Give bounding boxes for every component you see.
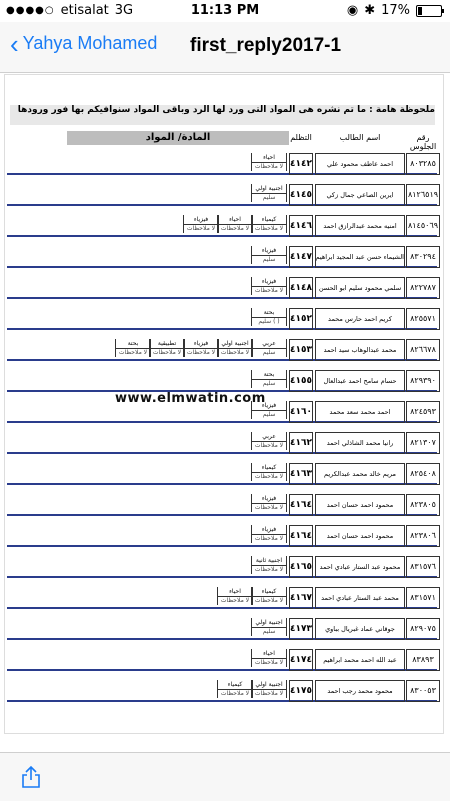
seat-number: ٨٢٣٨٠٦ [406, 525, 440, 547]
seat-number: ٨٢٦٦٧٨ [406, 339, 440, 361]
student-name: محمود احمد حسان احمد [315, 525, 405, 547]
subject-cell [251, 649, 287, 667]
status-bar [0, 0, 450, 22]
student-name: كريم احمد حارس محمد [315, 308, 405, 330]
subject-name: فيزياء [252, 277, 286, 287]
subject-cell [251, 587, 287, 605]
subject-name: بحتة [252, 308, 286, 318]
complaint-number: ٤١٧٣ [289, 618, 313, 640]
header-seat: رقم الجلوس [409, 133, 437, 151]
back-button[interactable] [10, 28, 158, 59]
seat-number: ٨٢٣٨٠٥ [406, 494, 440, 516]
subject-note: سليم [262, 411, 276, 418]
document-view[interactable] [4, 74, 444, 734]
subject-note: لا ملاحظات [254, 504, 284, 511]
subject-name: فيزياء [252, 246, 286, 256]
student-name: حسام سامح احمد عبدالعال [315, 370, 405, 392]
complaint-number: ٤١٤٥ [289, 184, 313, 206]
subject-cell [251, 246, 287, 264]
subject-name: اجنبية اولي [252, 184, 286, 194]
seat-number: ٨٠٣٢٨٥ [406, 153, 440, 175]
seat-number: ٨٢٩٣٩٠ [406, 370, 440, 392]
seat-number: ٨٢١٣٠٧ [406, 432, 440, 454]
watermark: www.elmwatin.com [115, 391, 266, 406]
subject-cell [251, 556, 287, 574]
subject-cell [251, 432, 287, 450]
subject-name: فيزياء [252, 401, 286, 411]
battery-label: 17% [381, 3, 410, 18]
subject-name: فيزياء [252, 494, 286, 504]
subject-note: لا ملاحظات [118, 349, 148, 356]
seat-number: ٨٢٤٥٩٣ [406, 401, 440, 423]
subject-cell [251, 463, 287, 481]
seat-number: ٨٢٥٤٠٨ [406, 463, 440, 485]
complaint-number: ٤١٥٣ [289, 339, 313, 361]
student-name: محمود احمد حسان احمد [315, 494, 405, 516]
student-name: مريم خالد محمد عبدالكريم [315, 463, 405, 485]
subject-note: سليم [262, 256, 276, 263]
bluetooth-icon: ✱ [364, 3, 376, 18]
seat-number: ٨٣١٥٧١ [406, 587, 440, 609]
subject-cell [217, 339, 253, 357]
navigation-bar [0, 22, 450, 73]
complaint-number: ٤١٥٥ [289, 370, 313, 392]
subject-name: بحتة [252, 370, 286, 380]
subject-cell [251, 277, 287, 295]
subject-cell [251, 494, 287, 512]
chevron-left-icon: ‹ [10, 28, 19, 59]
seat-number: ٨١٤٥٠٦٩ [406, 215, 440, 237]
subject-cell [251, 680, 287, 698]
subject-cell [251, 215, 287, 233]
notice-text: ملحوظة هامة : ما تم نشره هى المواد التى ورد لها الرد وباقى المواد سنوافيكم بها فور ورودها [10, 105, 435, 125]
subject-note: لا ملاحظات [254, 473, 284, 480]
subject-name: فيزياء [184, 339, 218, 349]
student-name: الشيماء حسن عبد المجيد ابراهيم [315, 246, 405, 268]
subject-cell [251, 153, 287, 171]
subject-cell [115, 339, 151, 357]
subject-note: لا ملاحظات [220, 225, 250, 232]
complaint-number: ٤١٥٢ [289, 308, 313, 330]
complaint-number: ٤١٦٧ [289, 587, 313, 609]
subject-note: سليم ( ) [258, 318, 280, 325]
subject-cell [251, 370, 287, 388]
student-name: محمود محمد رجب احمد [315, 680, 405, 702]
complaint-number: ٤١٦٠ [289, 401, 313, 423]
subject-name: احياء [218, 215, 252, 225]
complaint-number: ٤١٤٨ [289, 277, 313, 299]
subject-note: لا ملاحظات [186, 225, 216, 232]
complaint-number: ٤١٤٧ [289, 246, 313, 268]
subject-cell [251, 618, 287, 636]
subject-note: لا ملاحظات [254, 566, 284, 573]
complaint-number: ٤١٦٤ [289, 494, 313, 516]
back-label: Yahya Mohamed [22, 33, 158, 53]
subject-note: لا ملاحظات [254, 659, 284, 666]
seat-number: ٨٣١٥٧٦ [406, 556, 440, 578]
status-right [347, 3, 442, 18]
header-name: اسم الطالب [339, 133, 381, 142]
subject-note: لا ملاحظات [220, 690, 250, 697]
carrier-label: etisalat [60, 3, 109, 18]
subject-name: عربي [252, 432, 286, 442]
seat-number: ٨١٢٦٥١٩ [406, 184, 440, 206]
share-icon[interactable] [20, 765, 42, 789]
subject-cell [217, 680, 253, 698]
header-num: التظلم [290, 133, 312, 142]
subject-name: كيمياء [252, 587, 286, 597]
complaint-number: ٤١٧٥ [289, 680, 313, 702]
bottom-toolbar [0, 752, 450, 801]
student-name: رانيا محمد الشاذلي احمد [315, 432, 405, 454]
subject-name: اجنبية ثانية [252, 556, 286, 566]
battery-fill [418, 7, 422, 15]
subject-cell [217, 215, 253, 233]
subject-cell [149, 339, 185, 357]
student-name: محمد عبدالوهاب سيد احمد [315, 339, 405, 361]
subject-name: احياء [252, 649, 286, 659]
subject-note: لا ملاحظات [152, 349, 182, 356]
document-title: first_reply2017-1 [190, 35, 342, 56]
student-name: ايرين الصاعي جمال زكي [315, 184, 405, 206]
subject-name: فيزياء [252, 525, 286, 535]
subject-cell [183, 215, 219, 233]
subject-name: تطبيقية [150, 339, 184, 349]
header-subjects: المادة/ المواد [67, 131, 289, 145]
subject-name: اجنبية اولي [218, 339, 252, 349]
clock: 11:13 PM [190, 3, 260, 18]
student-name: احمد عاطف محمود علي [315, 153, 405, 175]
seat-number: ٨٢٢٧٨٧ [406, 277, 440, 299]
student-name: عبد الله احمد محمد ابراهيم [315, 649, 405, 671]
subject-name: عربي [252, 339, 286, 349]
subject-note: سليم [262, 349, 276, 356]
subject-name: اجنبية اولي [252, 680, 286, 690]
subject-note: سليم [262, 194, 276, 201]
seat-number: ٨٣٠٠٥٣ [406, 680, 440, 702]
subject-note: سليم [262, 380, 276, 387]
student-name: جوقاني عماد غبريال بباوي [315, 618, 405, 640]
student-name: امنيه محمد عبدالرازق احمد [315, 215, 405, 237]
subject-cell [251, 308, 287, 326]
lock-rotation-icon: ◉ [346, 3, 359, 18]
subject-name: كيمياء [218, 680, 252, 690]
subject-cell [251, 339, 287, 357]
subject-note: لا ملاحظات [254, 225, 284, 232]
subject-note: لا ملاحظات [254, 163, 284, 170]
subject-name: اجنبية اولي [252, 618, 286, 628]
subject-note: لا ملاحظات [254, 287, 284, 294]
subject-name: بحتة [116, 339, 150, 349]
subject-note: لا ملاحظات [254, 597, 284, 604]
subject-cell [183, 339, 219, 357]
seat-number: ٨٣٨٩٣ [406, 649, 440, 671]
student-name: محمود عبد الستار عبادي احمد [315, 556, 405, 578]
complaint-number: ٤١٤٢ [289, 153, 313, 175]
subject-note: لا ملاحظات [254, 442, 284, 449]
complaint-number: ٤١٦٣ [289, 463, 313, 485]
subject-note: لا ملاحظات [220, 597, 250, 604]
seat-number: ٨٢٩٠٧٥ [406, 618, 440, 640]
battery-icon [416, 5, 442, 17]
subject-note: سليم [262, 628, 276, 635]
subject-name: احياء [218, 587, 252, 597]
subject-name: كيمياء [252, 463, 286, 473]
subject-note: لا ملاحظات [254, 535, 284, 542]
complaint-number: ٤١٧٤ [289, 649, 313, 671]
complaint-number: ٤١٦٤ [289, 525, 313, 547]
student-name: احمد محمد سعد محمد [315, 401, 405, 423]
student-name: محمد عبد الستار عبادي احمد [315, 587, 405, 609]
subject-note: لا ملاحظات [220, 349, 250, 356]
signal-icon: ●●●●○ [6, 5, 55, 16]
student-name: سلمي محمود سليم ابو الحسن [315, 277, 405, 299]
complaint-number: ٤١٦٥ [289, 556, 313, 578]
subject-name: فيزياء [184, 215, 218, 225]
complaint-number: ٤١٤٦ [289, 215, 313, 237]
complaint-number: ٤١٦٢ [289, 432, 313, 454]
seat-number: ٨٣٠٢٩٤ [406, 246, 440, 268]
subject-cell [251, 525, 287, 543]
subject-name: كيمياء [252, 215, 286, 225]
subject-note: لا ملاحظات [254, 690, 284, 697]
seat-number: ٨٢٥٥٧١ [406, 308, 440, 330]
subject-name: احياء [252, 153, 286, 163]
subject-cell [251, 184, 287, 202]
subject-cell [217, 587, 253, 605]
subject-note: لا ملاحظات [186, 349, 216, 356]
network-label: 3G [114, 3, 134, 18]
